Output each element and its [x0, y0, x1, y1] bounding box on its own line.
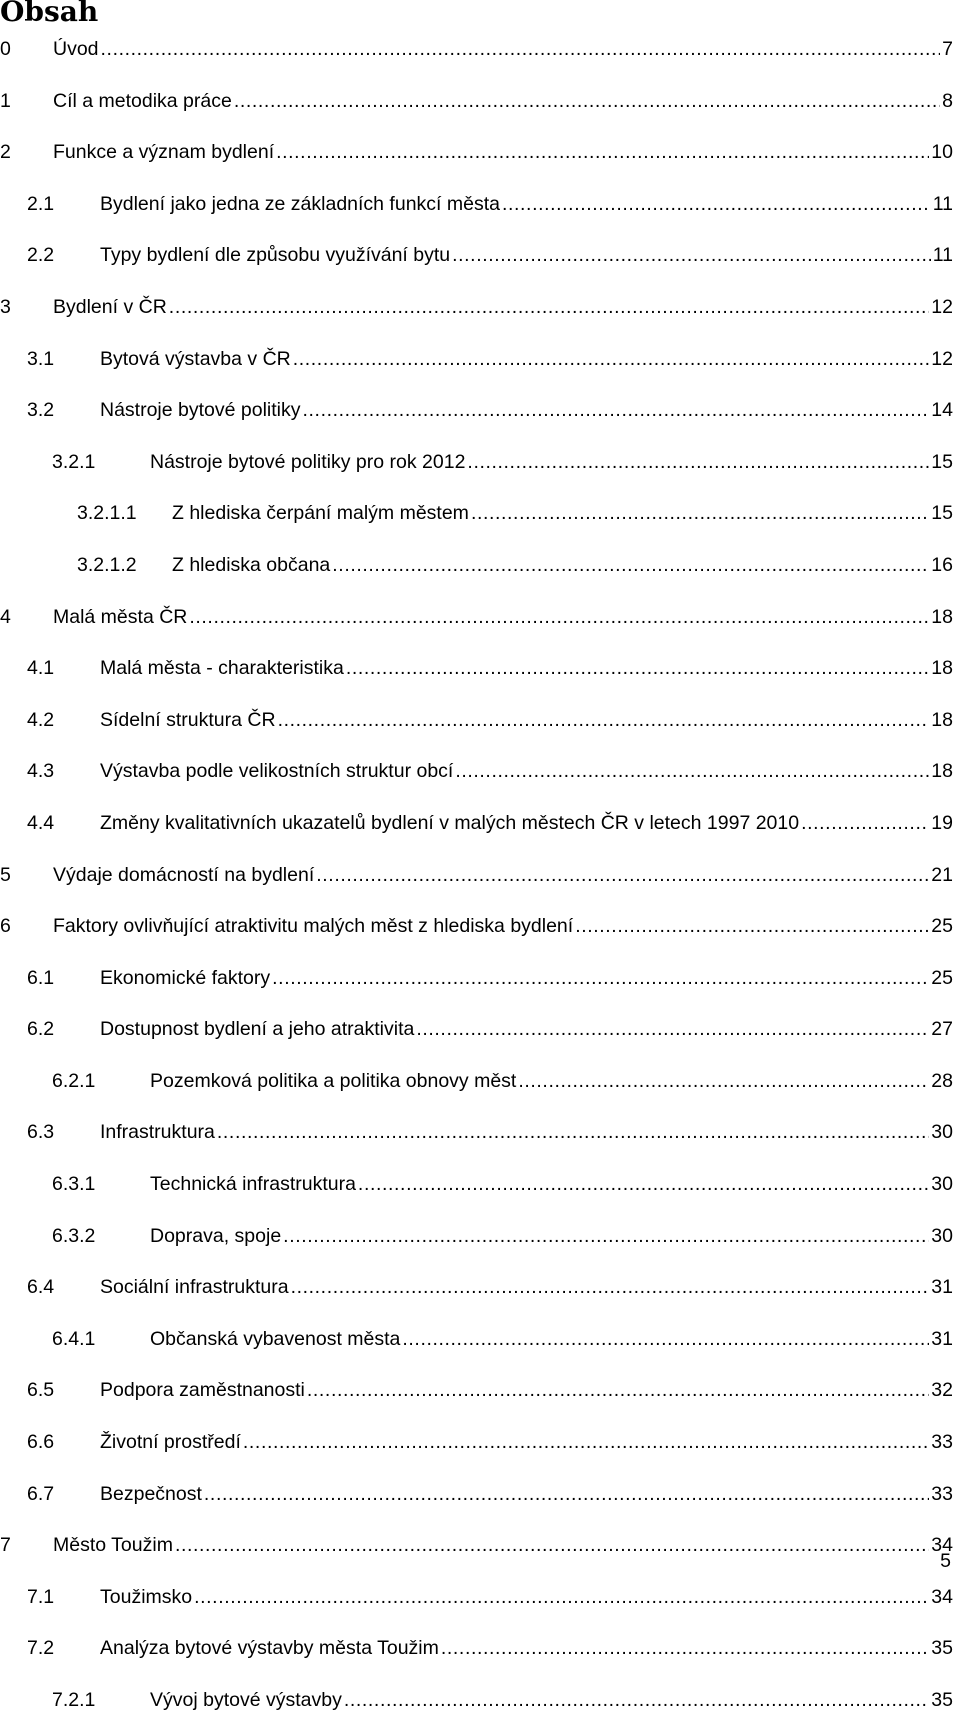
toc-entry-title: Město Toužim [53, 1534, 173, 1557]
toc-entry-title: Analýza bytové výstavby města Toužim [100, 1637, 439, 1660]
toc-entry-title: Vývoj bytové výstavby [150, 1689, 342, 1711]
toc-entry-page: 12 [931, 347, 953, 370]
toc-entry-page: 8 [942, 89, 953, 112]
toc-entry-page: 15 [931, 502, 953, 525]
toc-entry-number: 6.7 [27, 1482, 55, 1505]
toc-entry[interactable] [0, 1369, 953, 1421]
toc-entry-page: 28 [931, 1069, 953, 1092]
toc-entry-page: 31 [931, 1276, 953, 1299]
toc-entry-page: 25 [931, 966, 953, 989]
toc-entry[interactable] [0, 957, 953, 1009]
dot-leader [303, 397, 930, 423]
dot-leader [455, 758, 929, 784]
toc-entry-number: 6.2 [27, 1018, 55, 1041]
toc-entry-title: Funkce a význam bydlení [53, 141, 275, 164]
toc-entry[interactable] [0, 234, 953, 286]
dot-leader [278, 707, 930, 733]
toc-entry[interactable] [0, 183, 953, 235]
toc-entry-number: 3.2.1 [52, 450, 96, 473]
toc-entry-title: Typy bydlení dle způsobu využívání bytu [100, 244, 451, 267]
toc-entry[interactable] [0, 1163, 953, 1215]
dot-leader [402, 1326, 929, 1352]
toc-entry-number: 6.4.1 [52, 1327, 96, 1350]
toc-entry-number: 6.3 [27, 1121, 55, 1144]
toc-entry-page: 18 [931, 760, 953, 783]
toc-entry-number: 3.1 [27, 347, 55, 370]
dot-leader [441, 1635, 929, 1661]
dot-leader [234, 88, 940, 114]
toc-entry[interactable] [0, 750, 953, 802]
toc-entry-page: 31 [931, 1327, 953, 1350]
toc-entry-page: 18 [931, 657, 953, 680]
toc-entry-page: 30 [931, 1173, 953, 1196]
toc-entry-page: 7 [942, 38, 953, 60]
dot-leader [291, 1274, 930, 1300]
toc-entry-page: 18 [931, 708, 953, 731]
dot-leader [452, 242, 931, 268]
toc-entry[interactable] [0, 1627, 953, 1679]
toc-entry-title: Nástroje bytové politiky pro rok 2012 [150, 450, 466, 473]
toc-entry-number: 4.3 [27, 760, 55, 783]
toc-entry-number: 7.2 [27, 1637, 55, 1660]
toc-entry-page: 25 [931, 915, 953, 938]
toc-entry[interactable] [0, 1679, 953, 1731]
toc-entry-title: Technická infrastruktura [150, 1173, 356, 1196]
toc-entry-number: 6.3.2 [52, 1224, 96, 1247]
toc-entry-title: Nástroje bytové politiky [100, 399, 301, 422]
toc-entry-title: Bydlení jako jedna ze základních funkcí města [100, 192, 500, 215]
toc-entry[interactable] [0, 1473, 953, 1525]
toc-entry-page: 27 [931, 1018, 953, 1041]
toc-entry-number: 3.2 [27, 399, 55, 422]
dot-leader [175, 1532, 929, 1558]
dot-leader [801, 810, 929, 836]
toc-entry[interactable] [0, 441, 953, 493]
dot-leader [346, 655, 929, 681]
toc-entry-page: 33 [931, 1431, 953, 1454]
page-number: 5 [940, 1550, 951, 1572]
toc-entry-number: 5 [0, 863, 11, 886]
toc-entry-number: 6.6 [27, 1431, 55, 1454]
toc-entry-title: Cíl a metodika práce [53, 89, 232, 112]
toc-title: Obsah [0, 0, 99, 28]
toc-entry-number: 6.5 [27, 1379, 55, 1402]
toc-entry[interactable] [0, 1576, 953, 1628]
toc-entry-title: Pozemková politika a politika obnovy měst [150, 1069, 517, 1092]
toc-entry-title: Životní prostředí [100, 1431, 241, 1454]
dot-leader [101, 36, 941, 62]
dot-leader [283, 1223, 929, 1249]
toc-entry-page: 15 [931, 450, 953, 473]
toc-entry-page: 34 [931, 1534, 953, 1557]
toc-entry-page: 35 [931, 1637, 953, 1660]
toc-entry[interactable] [0, 1111, 953, 1163]
toc-entry-number: 0 [0, 38, 11, 60]
toc-entry[interactable] [0, 338, 953, 390]
dot-leader [358, 1171, 929, 1197]
toc-entry-page: 30 [931, 1121, 953, 1144]
toc-entry[interactable] [0, 389, 953, 441]
toc-entry-title: Dostupnost bydlení a jeho atraktivita [100, 1018, 415, 1041]
toc-entry[interactable] [0, 131, 953, 183]
toc-entry-number: 7 [0, 1534, 11, 1557]
dot-leader [332, 552, 929, 578]
toc-entry[interactable] [0, 492, 953, 544]
toc-entry-page: 35 [931, 1689, 953, 1711]
toc-entry-title: Výstavba podle velikostních struktur obcí [100, 760, 454, 783]
toc-entry[interactable] [0, 1524, 953, 1576]
toc-entry-title: Výdaje domácností na bydlení [53, 863, 315, 886]
toc-entry[interactable] [0, 1215, 953, 1267]
toc-entry-page: 14 [931, 399, 953, 422]
toc-entry[interactable] [0, 1421, 953, 1473]
toc-entry-number: 1 [0, 89, 11, 112]
toc-entry-number: 6 [0, 915, 11, 938]
toc-entry-number: 2.1 [27, 192, 55, 215]
toc-entry-number: 3.2.1.1 [77, 502, 137, 525]
dot-leader [502, 191, 931, 217]
dot-leader [575, 913, 929, 939]
toc-entry-title: Občanská vybavenost města [150, 1327, 401, 1350]
toc-entry-title: Malá města ČR [53, 605, 188, 628]
toc-entry-title: Faktory ovlivňující atraktivitu malých měst z hlediska bydlení [53, 915, 574, 938]
toc-entry[interactable] [0, 802, 953, 854]
dot-leader [243, 1429, 929, 1455]
toc-entry-title: Sídelní struktura ČR [100, 708, 276, 731]
toc-entry-title: Bydlení v ČR [53, 295, 167, 318]
dot-leader [204, 1481, 929, 1507]
toc-entry-number: 4.1 [27, 657, 55, 680]
toc-entry-title: Změny kvalitativních ukazatelů bydlení v malých městech ČR v letech 1997 2010 [100, 811, 800, 834]
toc-entry-page: 18 [931, 605, 953, 628]
toc-entry-number: 7.1 [27, 1585, 55, 1608]
toc-entry[interactable] [0, 699, 953, 751]
toc-entry[interactable] [0, 1060, 953, 1112]
toc-entry-page: 10 [931, 141, 953, 164]
toc-entry[interactable] [0, 1266, 953, 1318]
toc-entry[interactable] [0, 1318, 953, 1370]
toc-entry[interactable] [0, 596, 953, 648]
dot-leader [272, 965, 929, 991]
toc-entry-number: 6.3.1 [52, 1173, 96, 1196]
toc-entry-title: Sociální infrastruktura [100, 1276, 289, 1299]
toc-entry-page: 21 [931, 863, 953, 886]
dot-leader [276, 139, 929, 165]
toc-entry-page: 33 [931, 1482, 953, 1505]
toc-entry-number: 3 [0, 295, 11, 318]
toc-entry-page: 32 [931, 1379, 953, 1402]
toc-entry-number: 4 [0, 605, 11, 628]
toc-entry-number: 7.2.1 [52, 1689, 96, 1711]
toc-entry-title: Bezpečnost [100, 1482, 202, 1505]
toc-entry[interactable] [0, 286, 953, 338]
toc-entry[interactable] [0, 80, 953, 132]
dot-leader [518, 1068, 929, 1094]
toc-entry[interactable] [0, 854, 953, 906]
toc-entry-title: Bytová výstavba v ČR [100, 347, 291, 370]
toc-entry-title: Doprava, spoje [150, 1224, 282, 1247]
dot-leader [194, 1584, 929, 1610]
toc-entry-title: Úvod [53, 38, 99, 60]
toc-entry[interactable] [0, 28, 953, 80]
toc-entry-page: 11 [932, 244, 953, 267]
toc-entry-page: 34 [931, 1585, 953, 1608]
dot-leader [471, 500, 929, 526]
toc-entry-number: 2.2 [27, 244, 55, 267]
toc-entry-page: 16 [931, 553, 953, 576]
toc-entry[interactable] [0, 544, 953, 596]
toc-entry-number: 4.2 [27, 708, 55, 731]
toc-entry[interactable] [0, 1008, 953, 1060]
dot-leader [467, 449, 929, 475]
toc-entry-title: Z hlediska čerpání malým městem [172, 502, 469, 525]
toc-entry-title: Z hlediska občana [172, 553, 331, 576]
dot-leader [293, 346, 930, 372]
dot-leader [316, 862, 929, 888]
toc-entry-title: Podpora zaměstnanosti [100, 1379, 305, 1402]
dot-leader [307, 1377, 929, 1403]
toc-entry-page: 11 [932, 192, 953, 215]
dot-leader [169, 294, 930, 320]
dot-leader [416, 1016, 929, 1042]
toc-entry-number: 3.2.1.2 [77, 553, 137, 576]
toc-entry-number: 6.1 [27, 966, 55, 989]
toc-entry-page: 12 [931, 295, 953, 318]
toc-entry-page: 19 [931, 811, 953, 834]
toc-entry[interactable] [0, 647, 953, 699]
dot-leader [217, 1119, 929, 1145]
toc-entry-page: 30 [931, 1224, 953, 1247]
table-of-contents [0, 28, 953, 1731]
dot-leader [189, 604, 929, 630]
toc-entry-title: Malá města - charakteristika [100, 657, 344, 680]
toc-entry-title: Toužimsko [100, 1585, 193, 1608]
dot-leader [344, 1687, 929, 1713]
toc-entry-number: 2 [0, 141, 11, 164]
toc-entry-number: 6.2.1 [52, 1069, 96, 1092]
toc-entry-title: Ekonomické faktory [100, 966, 271, 989]
toc-entry-number: 6.4 [27, 1276, 55, 1299]
toc-entry-title: Infrastruktura [100, 1121, 215, 1144]
toc-entry-number: 4.4 [27, 811, 55, 834]
toc-entry[interactable] [0, 905, 953, 957]
